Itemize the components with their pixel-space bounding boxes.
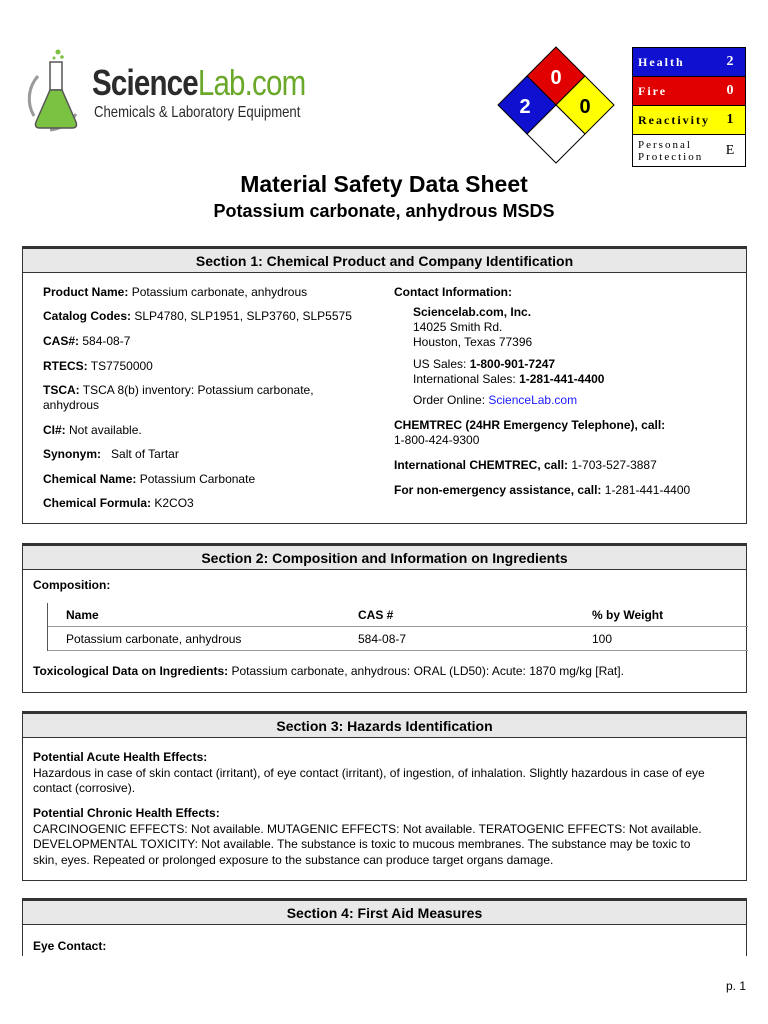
section-3 xyxy=(22,711,747,881)
chemical-name-field: Chemical Name: Potassium Carbonate xyxy=(43,472,256,486)
sales-block: US Sales: 1-800-901-7247 International Sales: 1-281-441-4400 xyxy=(413,357,605,386)
column-header: Name xyxy=(66,608,99,622)
hazard-value: 0 xyxy=(726,83,734,98)
toxicological-data: Toxicological Data on Ingredients: Potassium carbonate, anhydrous: ORAL (LD50): Acute: 1870 mg/kg [Rat]. xyxy=(33,664,624,678)
chronic-effects-block: Potential Chronic Health Effects: CARCINOGENIC EFFECTS: Not available. MUTAGENIC EFFECTS: Not available. TERATOGENIC EFFECTS: Not available. DEVELOPMENTAL TOXICITY: Not available. The substance is toxic to mucous membranes. The substance may be toxic to skin, eyes. Repeated or prolonged exposure to the substance can produce target organs damage. xyxy=(33,806,702,867)
section-heading: Section 1: Chemical Product and Company Identification xyxy=(23,247,746,273)
flask-icon xyxy=(20,46,90,136)
nfpa-diamond xyxy=(497,46,615,164)
hazard-row-health xyxy=(633,48,745,77)
hazard-label: Personal Protection xyxy=(638,138,704,163)
table-header-row xyxy=(48,603,748,627)
hazard-row-reactivity xyxy=(633,106,745,135)
table-cell: Potassium carbonate, anhydrous xyxy=(66,632,242,646)
cas-field: CAS#: 584-08-7 xyxy=(43,334,131,348)
product-name-field: Product Name: Potassium carbonate, anhydrous xyxy=(43,285,308,299)
intl-chemtrec-field: International CHEMTREC, call: 1-703-527-3887 xyxy=(394,458,657,472)
hazard-rating-table xyxy=(632,47,746,167)
document-subtitle: Potassium carbonate, anhydrous MSDS xyxy=(213,201,555,221)
synonym-field: Synonym: Salt of Tartar xyxy=(43,447,179,461)
chronic-effects-label: Potential Chronic Health Effects: xyxy=(33,806,220,820)
company-block: Sciencelab.com, Inc. 14025 Smith Rd. Houston, Texas 77396 xyxy=(413,305,533,349)
contact-information-label: Contact Information: xyxy=(394,285,512,299)
acute-effects-block: Potential Acute Health Effects: Hazardous in case of skin contact (irritant), of eye contact (irritant), of ingestion, of inhalation. Slightly hazardous in case of eye contact (corrosive). xyxy=(33,750,705,795)
table-cell: 584-08-7 xyxy=(358,632,407,646)
hazard-label: Health xyxy=(638,55,685,69)
column-header: % by Weight xyxy=(592,608,664,622)
table-row xyxy=(48,627,748,651)
section-1 xyxy=(22,246,747,524)
section-4 xyxy=(22,898,747,956)
composition-label: Composition: xyxy=(33,578,111,592)
acute-effects-label: Potential Acute Health Effects: xyxy=(33,750,208,764)
ci-field: CI#: Not available. xyxy=(43,423,142,437)
chemtrec-field: CHEMTREC (24HR Emergency Telephone), call: 1-800-424-9300 xyxy=(394,418,666,447)
tsca-field: TSCA: TSCA 8(b) inventory: Potassium carbonate, anhydrous xyxy=(43,383,314,412)
order-online-link[interactable]: ScienceLab.com xyxy=(488,393,578,407)
document-title: Material Safety Data Sheet xyxy=(240,171,528,197)
rtecs-field: RTECS: TS7750000 xyxy=(43,359,153,373)
hazard-label: Fire xyxy=(638,84,668,98)
composition-table xyxy=(47,603,748,651)
table-cell: 100 xyxy=(592,632,613,646)
nfpa-fire-value: 0 xyxy=(550,67,562,89)
nfpa-reactivity-value: 0 xyxy=(579,96,591,118)
section-2 xyxy=(22,543,747,693)
hazard-row-personal-protection xyxy=(633,135,745,166)
order-online-field: Order Online: ScienceLab.com xyxy=(413,393,578,407)
column-header: CAS # xyxy=(358,608,394,622)
chemical-formula-field: Chemical Formula: K2CO3 xyxy=(43,496,194,510)
nfpa-health-value: 2 xyxy=(519,96,531,118)
hazard-row-fire xyxy=(633,77,745,106)
catalog-codes-field: Catalog Codes: SLP4780, SLP1951, SLP3760, SLP5575 xyxy=(43,309,352,323)
hazard-label: Reactivity xyxy=(638,113,710,127)
logo-tagline: Chemicals & Laboratory Equipment xyxy=(94,104,301,121)
page-number: p. 1 xyxy=(725,979,746,993)
sciencelab-logo xyxy=(20,46,306,136)
section-heading: Section 3: Hazards Identification xyxy=(23,712,746,738)
hazard-value: E xyxy=(725,142,735,158)
logo-wordmark: ScienceLab.com xyxy=(92,62,306,103)
section-heading: Section 2: Composition and Information on Ingredients xyxy=(23,544,746,570)
section-heading: Section 4: First Aid Measures xyxy=(23,899,746,925)
eye-contact-label: Eye Contact: xyxy=(33,939,107,953)
hazard-value: 1 xyxy=(726,112,734,127)
hazard-value: 2 xyxy=(726,54,734,69)
nonemergency-field: For non-emergency assistance, call: 1-281-441-4400 xyxy=(394,483,691,497)
